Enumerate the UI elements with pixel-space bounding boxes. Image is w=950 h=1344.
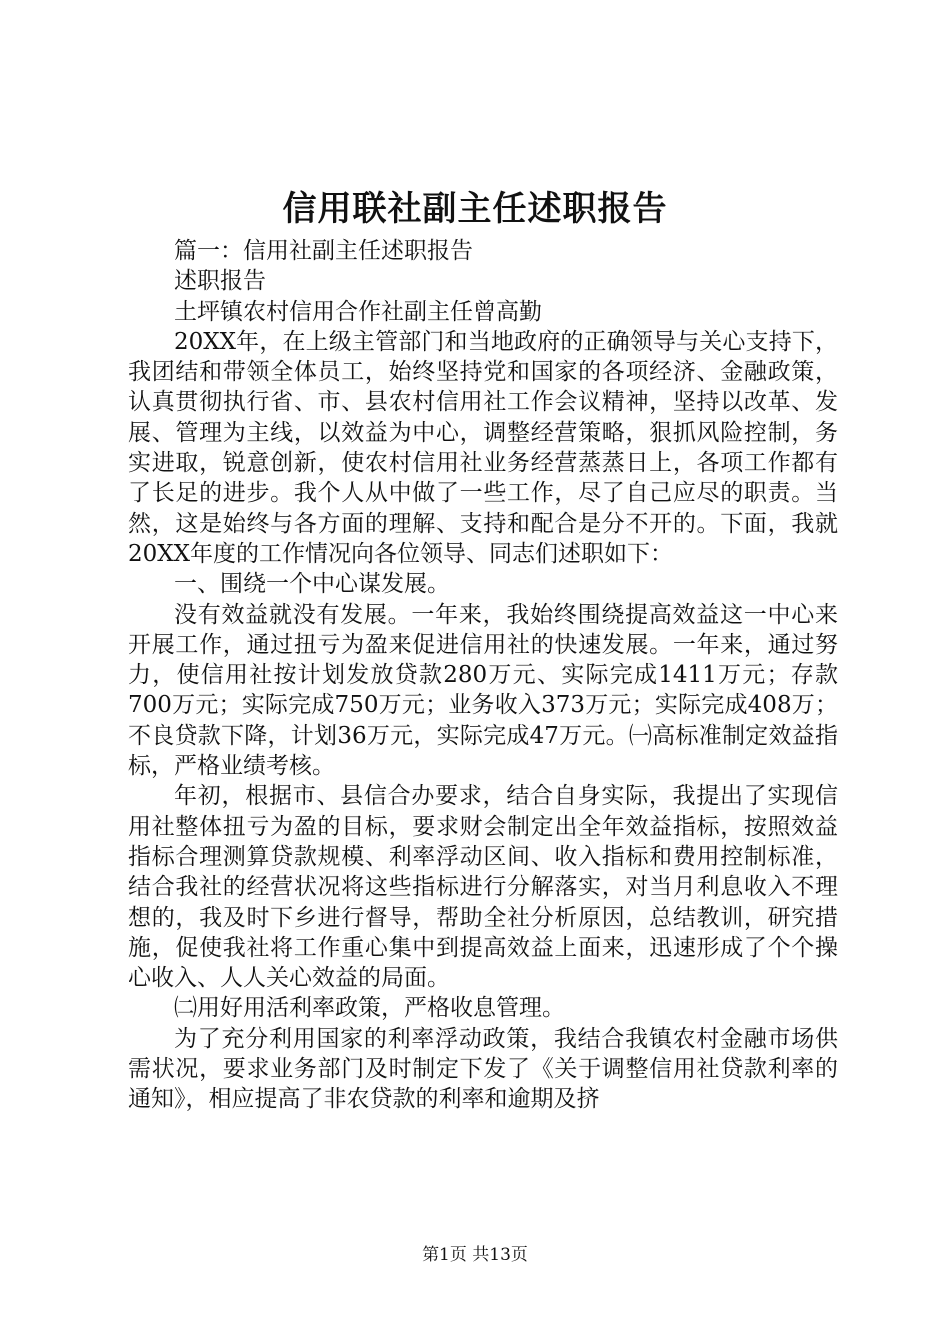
body-paragraph: 20XX年，在上级主管部门和当地政府的正确领导与关心支持下，我团结和带领全体员工，始终坚持党和国家的各项经济、金融政策，认真贯彻执行省、市、县农村信用社工作会议精神，坚持以改革、发展、管理为主线，以效益为中心，调整经营策略，狠抓风险控制，务实进取，锐意创新，使农村信用社业务经营蒸蒸日上，各项工作都有了长足的进步。我个人从中做了一些工作，尽了自己应尽的职责。当然，这是始终与各方面的理解、支持和配合是分不开的。下面，我就20XX年度的工作情况向各位领导、同志们述职如下： (128, 328, 838, 567)
body-paragraph: 没有效益就没有发展。一年来，我始终围绕提高效益这一中心来开展工作，通过扭亏为盈来促进信用社的快速发展。一年来，通过努力，使信用社按计划发放贷款280万元、实际完成1411万元；存款700万元；实际完成750万元；业务收入373万元；实际完成408万；不良贷款下降，计划36万元，实际完成47万元。㈠高标准制定效益指标，严格业绩考核。 (128, 601, 838, 780)
body-paragraph: 年初，根据市、县信合办要求，结合自身实际，我提出了实现信用社整体扭亏为盈的目标，要求财会制定出全年效益指标，按照效益指标合理测算贷款规模、利率浮动区间、收入指标和费用控制标准，结合我社的经营状况将这些指标进行分解落实，对当月利息收入不理想的，我及时下乡进行督导，帮助全社分析原因，总结教训，研究措施，促使我社将工作重心集中到提高效益上面来，迅速形成了个个操心收入、人人关心效益的局面。 (128, 783, 838, 992)
page-number-footer: 第1页 共13页 (422, 1245, 528, 1265)
document-body (128, 236, 838, 1115)
author-line: 土坪镇农村信用合作社副主任曾高勤 (174, 298, 542, 325)
section-heading: 篇一：信用社副主任述职报告 (174, 238, 473, 264)
report-label: 述职报告 (174, 268, 266, 295)
subheading: ㈡用好用活利率政策，严格收息管理。 (174, 995, 565, 1022)
document-title: 信用联社副主任述职报告 (282, 189, 668, 229)
subheading: 一、围绕一个中心谋发展。 (174, 571, 450, 598)
body-paragraph: 为了充分利用国家的利率浮动政策，我结合我镇农村金融市场供需状况，要求业务部门及时制定下发了《关于调整信用社贷款利率的通知》，相应提高了非农贷款的利率和逾期及挤 (128, 1025, 838, 1113)
